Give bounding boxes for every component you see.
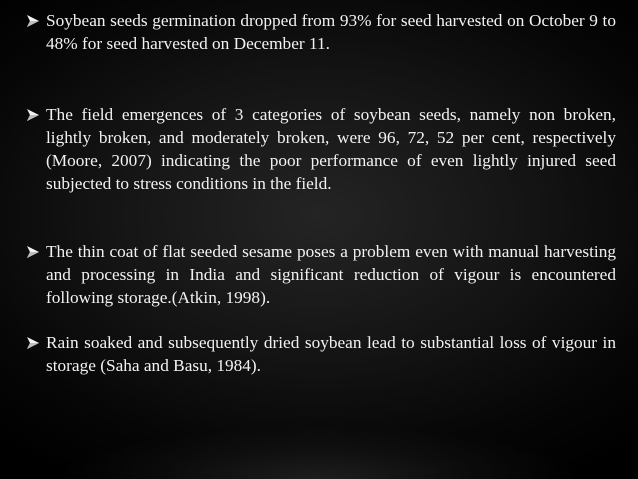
bullet-text: The thin coat of flat seeded sesame poses a problem even with manual harvesting and processing in India and significant reduction of vigour is encountered following storage.(Atkin, 1998). [46, 242, 616, 307]
bullet-text: Rain soaked and subsequently dried soybean lead to substantial loss of vigour in storage (Saha and Basu, 1984). [46, 333, 616, 375]
bullet-item-sesame [26, 240, 616, 309]
bullet-item-germination [26, 9, 616, 55]
bullet-text: Soybean seeds germination dropped from 93% for seed harvested on October 9 to 48% for seed harvested on December 11. [46, 11, 616, 53]
arrowhead-bullet-icon [26, 331, 40, 354]
arrowhead-bullet-icon [26, 240, 40, 263]
arrowhead-bullet-icon [26, 9, 40, 32]
arrowhead-bullet-icon [26, 103, 40, 126]
bullet-text: The field emergences of 3 categories of soybean seeds, namely non broken, lightly broken, and moderately broken, were 96, 72, 52 per cent, respectively (Moore, 2007) indicating the poor performance of even lightly injured seed subjected to stress conditions in the field. [46, 105, 616, 193]
bullet-item-field-emergence [26, 103, 616, 195]
bullet-item-rain-soaked [26, 331, 616, 377]
background-glow [0, 409, 638, 479]
